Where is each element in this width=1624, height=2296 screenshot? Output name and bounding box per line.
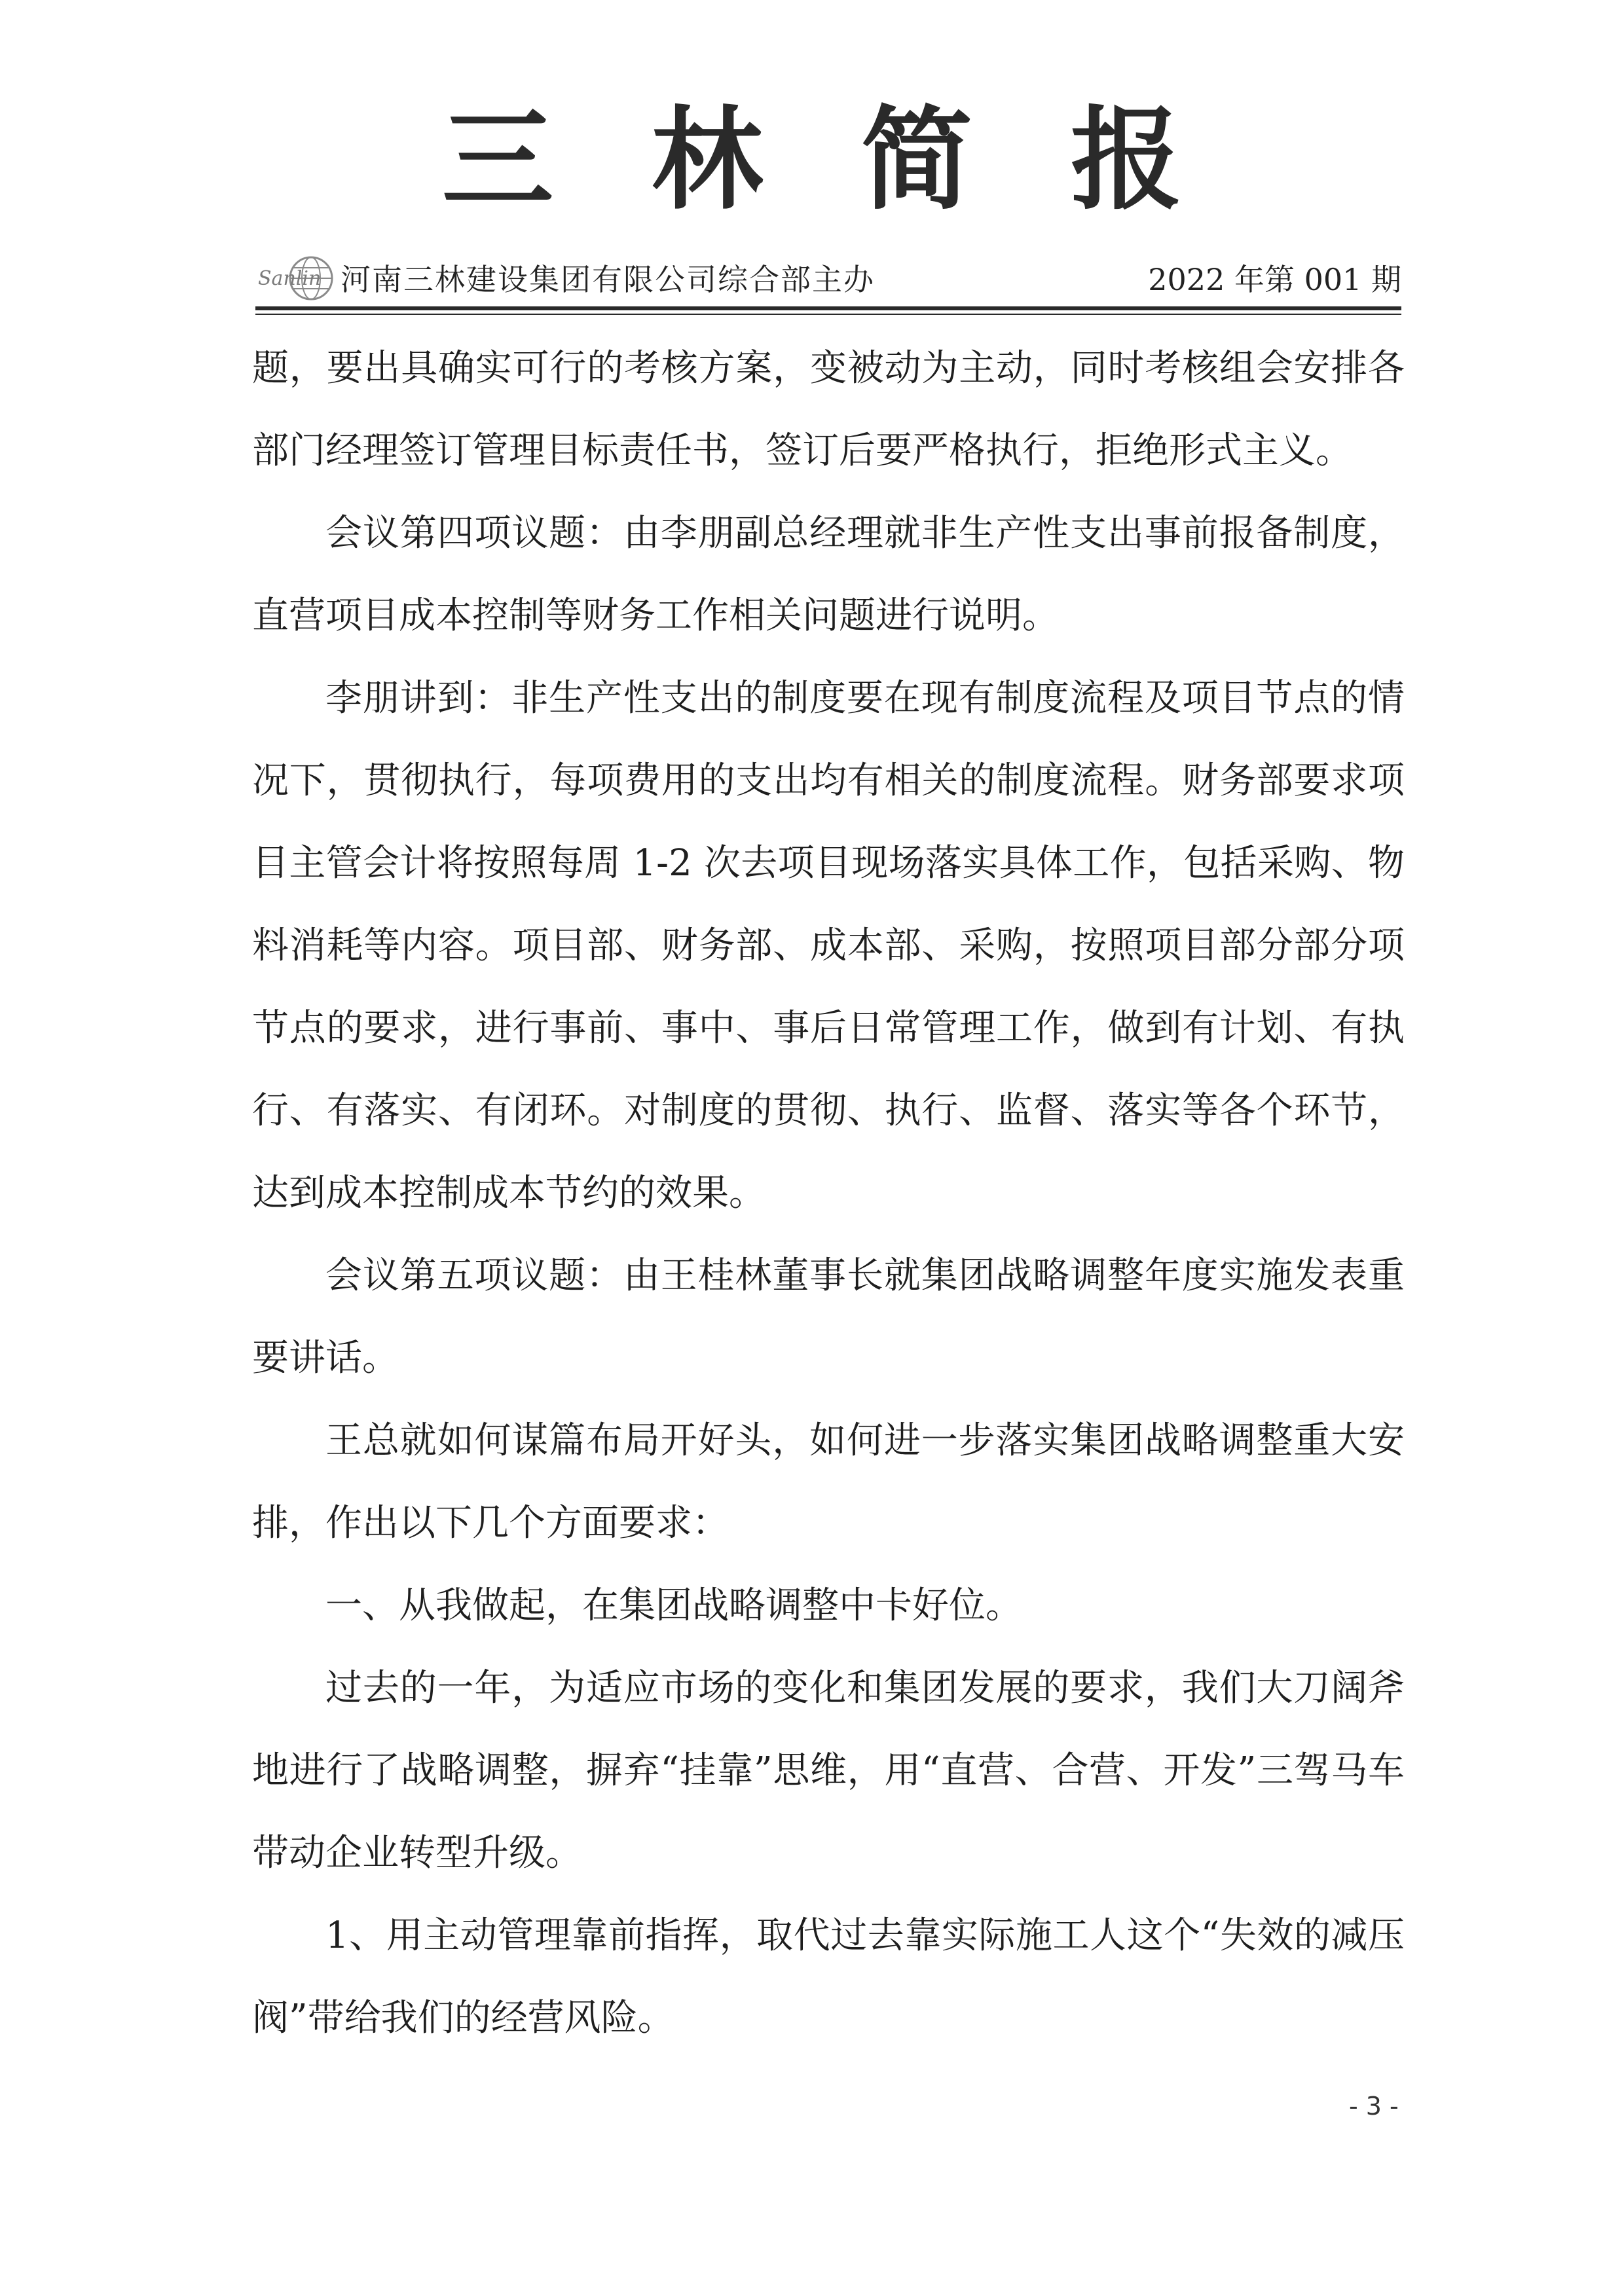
logo-text: Sanlin (258, 267, 322, 290)
masthead-title: 三林简报 (441, 96, 1280, 225)
paragraph-5: 王总就如何谋篇布局开好头，如何进一步落实集团战略调整重大安排，作出以下几个方面要求： (252, 1419, 1405, 1544)
paragraph-1: 题，要出具确实可行的考核方案，变被动为主动，同时考核组会安排各部门经理签订管理目标责任书，签订后要严格执行，拒绝形式主义。 (252, 347, 1405, 472)
paragraph-6: 一、从我做起，在集团战略调整中卡好位。 (325, 1584, 1022, 1627)
header-rule-thin (255, 314, 1401, 315)
paragraph-4: 会议第五项议题：由王桂林董事长就集团战略调整年度实施发表重要讲话。 (252, 1254, 1405, 1379)
header-rule-thick (255, 306, 1401, 310)
article-body (252, 327, 1405, 2060)
paragraph-3: 李朋讲到：非生产性支出的制度要在现有制度流程及项目节点的情况下，贯彻执行，每项费用的支出均有相关的制度流程。财务部要求项目主管会计将按照每周 1-2 次去项目现场落实具体工作，包括采购、物料消耗等内容。项目部、财务部、成本部、采购，按照项目部分部分项节点的要求，进行事前、事中、事后日常管理工作，做到有计划、有执行、有落实、有闭环。对制度的贯彻、执行、监督、落实等各个环节，达到成本控制成本节约的效果。 (252, 677, 1405, 1214)
paragraph-7: 过去的一年，为适应市场的变化和集团发展的要求，我们大刀阔斧地进行了战略调整，摒弃“挂靠”思维，用“直营、合营、开发”三驾马车带动企业转型升级。 (252, 1667, 1405, 1874)
globe-logo-icon (255, 252, 337, 304)
paragraph-8: 1、用主动管理靠前指挥，取代过去靠实际施工人这个“失效的减压阀”带给我们的经营风险。 (252, 1914, 1405, 2039)
sponsor-line: 河南三林建设集团有限公司综合部主办 (341, 262, 875, 297)
paragraph-2: 会议第四项议题：由李朋副总经理就非生产性支出事前报备制度，直营项目成本控制等财务工作相关问题进行说明。 (252, 512, 1405, 637)
header-bar (255, 252, 1401, 304)
page-number: - 3 - (1349, 2092, 1399, 2121)
issue-number: 2022 年第 001 期 (1148, 262, 1401, 297)
